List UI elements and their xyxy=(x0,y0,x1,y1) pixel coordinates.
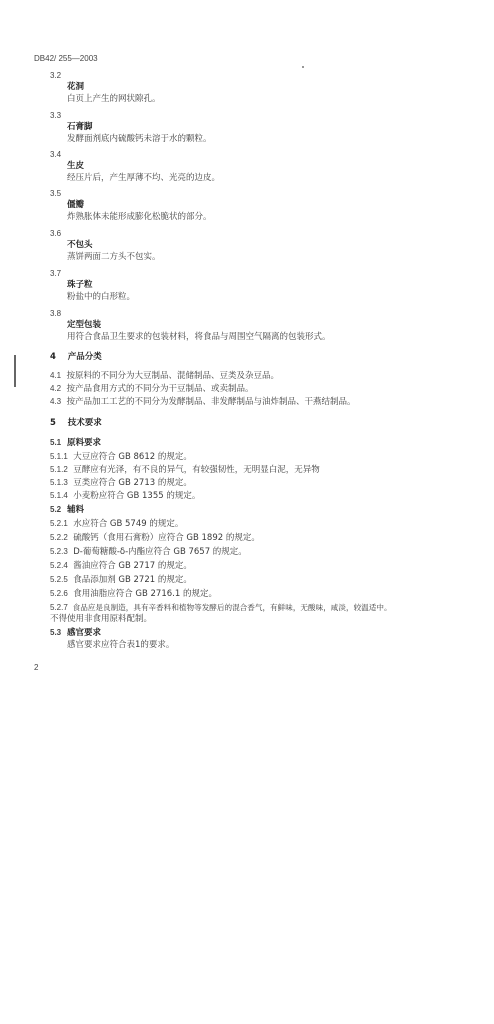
clause xyxy=(50,396,356,408)
clause xyxy=(50,518,183,530)
clause-text: 水应符合 GB 5749 的规定。 xyxy=(73,519,184,529)
clause-number: 3.8 xyxy=(50,309,62,318)
clause-number: 5.1.4 xyxy=(50,491,68,500)
clause-number: 5.2.1 xyxy=(50,519,68,528)
clause-number: 4.2 xyxy=(50,384,62,393)
term-definition: 白页上产生的网状隙孔。 xyxy=(67,94,161,104)
clause-text: 按原料的不同分为大豆制品、混储制品、豆类及杂豆品。 xyxy=(66,371,280,381)
subsection-heading xyxy=(50,504,84,516)
clause-text: 感官要求应符合表1的要求。 xyxy=(67,640,175,650)
clause xyxy=(50,383,254,395)
clause-text: 硫酸钙（食用石膏粉）应符合 GB 1892 的规定。 xyxy=(73,533,260,543)
clause-number: 3.4 xyxy=(50,150,62,159)
term: 石膏脚 xyxy=(67,122,93,132)
clause-number: 3.3 xyxy=(50,111,62,120)
clause-text: 豆酵应有光泽，有不良的异气，有较强韧性，无明显白泥，无异物 xyxy=(73,465,320,475)
clause-number: 3.6 xyxy=(50,229,62,238)
clause-number: 5.2.3 xyxy=(50,547,68,556)
term-definition: 发酵面剂底内硫酸钙未溶于水的颗粒。 xyxy=(67,134,212,144)
clause xyxy=(50,574,192,586)
subsection-title: 感官要求 xyxy=(67,628,102,638)
clause-number: 4.3 xyxy=(50,397,62,406)
section-heading xyxy=(50,418,102,429)
revision-margin-bar xyxy=(14,355,16,387)
term: 定型包装 xyxy=(67,320,102,330)
clause-number: 3.2 xyxy=(50,71,62,80)
clause-text: 小麦粉应符合 GB 1355 的规定。 xyxy=(73,491,201,501)
clause-text: 食品应是良制造，具有辛香料和植物等发酵后的混合香气，有鲜味，无酸味，咸淡，较温适中。 xyxy=(72,603,392,612)
section-title: 产品分类 xyxy=(67,352,102,362)
clause xyxy=(50,370,279,382)
section-title: 技术要求 xyxy=(67,418,102,428)
term-definition: 粉盐中的白形粒。 xyxy=(67,292,136,302)
subsection-title: 辅料 xyxy=(67,505,85,515)
section-heading xyxy=(50,352,102,363)
clause-number: 5.2.4 xyxy=(50,561,68,570)
subsection-number: 5.3 xyxy=(50,628,62,637)
clause-text: 食用油脂应符合 GB 2716.1 的规定。 xyxy=(73,589,217,599)
clause-number: 5.2.2 xyxy=(50,533,68,542)
clause-number: 5.2.7 xyxy=(50,603,68,612)
clause-number: 5.2.5 xyxy=(50,575,68,584)
subsection-number: 5.1 xyxy=(50,438,62,447)
clause-number: 4.1 xyxy=(50,371,62,380)
clause-number: 3.5 xyxy=(50,189,62,198)
term-definition: 经压片后，产生厚薄不均、光亮的边皮。 xyxy=(67,173,221,183)
term-definition: 炸熟胀体未能形成膨化松脆状的部分。 xyxy=(67,212,212,222)
clause xyxy=(50,490,200,502)
clause xyxy=(50,588,217,600)
doc-header-code: DB42/ 255—2003 xyxy=(34,54,98,63)
subsection-heading xyxy=(50,627,101,639)
subsection-heading xyxy=(50,437,101,449)
clause-text: D-葡萄糖酸-δ-内酯应符合 GB 7657 的规定。 xyxy=(73,547,247,557)
term: 僵瓣 xyxy=(67,200,85,210)
clause-text: 按产品加工工艺的不同分为发酵制品、非发酵制品与油炸制品、干燕结制品。 xyxy=(66,397,356,407)
term-definition: 用符合食品卫生要求的包装材料，将食品与周围空气隔离的包装形式。 xyxy=(67,332,331,342)
clause xyxy=(50,451,192,463)
term: 生皮 xyxy=(67,161,85,171)
page-number: 2 xyxy=(34,663,39,672)
section-number: 4 xyxy=(50,352,56,362)
clause-number: 3.7 xyxy=(50,269,62,278)
scan-speck xyxy=(302,66,304,68)
subsection-title: 原料要求 xyxy=(67,438,102,448)
clause-text: 豆类应符合 GB 2713 的规定。 xyxy=(73,478,192,488)
subsection-number: 5.2 xyxy=(50,505,62,514)
clause xyxy=(50,477,192,489)
term: 珠子粒 xyxy=(67,280,93,290)
clause xyxy=(50,532,260,544)
term: 花洞 xyxy=(67,82,85,92)
section-number: 5 xyxy=(50,418,56,428)
term-definition: 蒸饼两面二方头不包实。 xyxy=(67,252,161,262)
clause-number: 5.1.1 xyxy=(50,452,68,461)
term: 不包头 xyxy=(67,240,93,250)
clause-continuation: 不得使用非食用原料配制。 xyxy=(50,614,153,624)
clause-text: 大豆应符合 GB 8612 的规定。 xyxy=(73,452,192,462)
clause xyxy=(50,464,320,476)
clause-text: 酱油应符合 GB 2717 的规定。 xyxy=(73,561,192,571)
clause-text: 按产品食用方式的不同分为干豆制品、或卖制品。 xyxy=(66,384,254,394)
clause xyxy=(50,560,192,572)
clause xyxy=(50,602,392,613)
clause-text: 食品添加剂 GB 2721 的规定。 xyxy=(73,575,192,585)
clause-number: 5.1.2 xyxy=(50,465,68,474)
clause-number: 5.2.6 xyxy=(50,589,68,598)
clause-number: 5.1.3 xyxy=(50,478,68,487)
clause xyxy=(50,546,247,558)
